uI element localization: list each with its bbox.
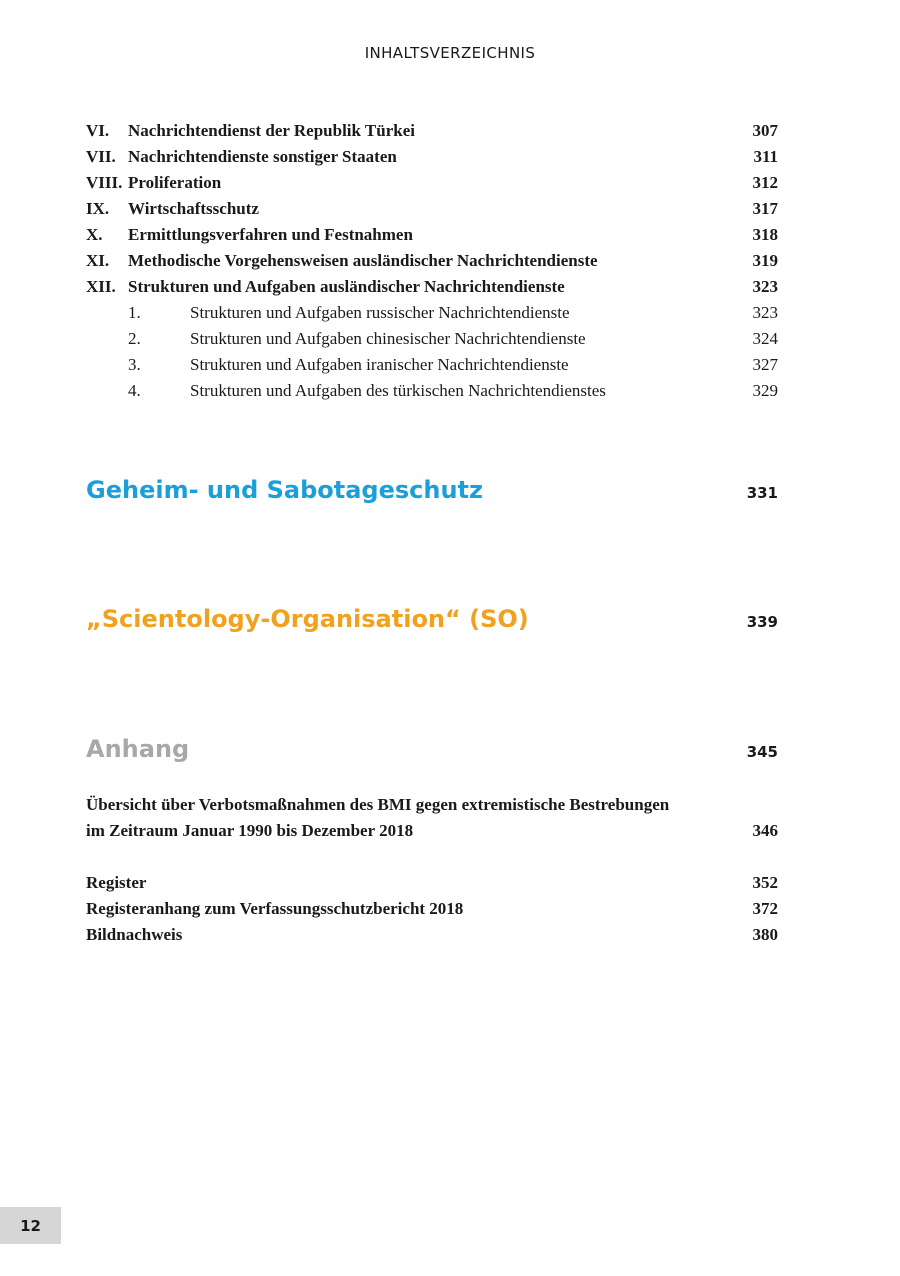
appendix-overview-line	[86, 818, 778, 844]
toc-entry-number: VII.	[86, 147, 116, 166]
page-number: 12	[20, 1216, 41, 1235]
section-title: „Scientology-Organisation“ (SO)	[86, 605, 529, 633]
toc-entry-title: Nachrichtendienst der Republik Türkei	[128, 121, 415, 140]
appendix-overview-title-line2: im Zeitraum Januar 1990 bis Dezember 2018	[86, 821, 414, 840]
appendix-list	[86, 870, 778, 948]
toc-entry-page: 312	[752, 173, 778, 192]
toc-subentry-page: 329	[752, 381, 778, 400]
toc-entry-number: VIII.	[86, 173, 123, 192]
toc-entry[interactable]	[86, 118, 778, 144]
running-header: INHALTSVERZEICHNIS	[364, 44, 536, 62]
toc-entry-title: Strukturen und Aufgaben ausländischer Nachrichtendienste	[128, 277, 565, 296]
toc-entry-number: IX.	[86, 199, 110, 218]
toc-entry-title: Ermittlungsverfahren und Festnahmen	[128, 225, 413, 244]
toc-entry[interactable]	[86, 196, 778, 222]
appendix-entry[interactable]	[86, 870, 778, 896]
toc-subentry-number: 1.	[128, 303, 141, 322]
section-page: 339	[746, 613, 778, 631]
appendix-entry[interactable]	[86, 922, 778, 948]
toc-subentry-page: 323	[752, 303, 778, 322]
appendix-entry-page: 372	[752, 899, 778, 918]
page-number-badge	[0, 1207, 61, 1244]
toc-subentry-title: Strukturen und Aufgaben des türkischen Nachrichtendienstes	[190, 381, 606, 400]
appendix-entry[interactable]	[86, 896, 778, 922]
toc-subentry-number: 2.	[128, 329, 141, 348]
toc-subentry-page: 327	[752, 355, 778, 374]
toc-subentry-page: 324	[752, 329, 778, 348]
toc-subentry-title: Strukturen und Aufgaben chinesischer Nachrichtendienste	[190, 329, 586, 348]
toc-subentry-title: Strukturen und Aufgaben russischer Nachrichtendienste	[190, 303, 570, 322]
toc-entry-title: Methodische Vorgehensweisen ausländischer Nachrichtendienste	[128, 251, 598, 270]
toc-subentry-number: 4.	[128, 381, 141, 400]
section-page: 345	[746, 743, 778, 761]
toc-subentry-number: 3.	[128, 355, 141, 374]
appendix-overview-page: 346	[752, 821, 778, 840]
toc-entry-title: Nachrichtendienste sonstiger Staaten	[128, 147, 397, 166]
toc-entry-number: VI.	[86, 121, 110, 140]
toc-entry-page: 307	[752, 121, 778, 140]
toc-subentry[interactable]	[86, 326, 778, 352]
appendix-entry-page: 352	[752, 873, 778, 892]
toc-list	[86, 118, 778, 404]
section-heading-scientology[interactable]	[86, 605, 778, 633]
appendix-overview-entry[interactable]	[86, 792, 778, 844]
toc-entry-page: 318	[752, 225, 778, 244]
toc-entry-number: XI.	[86, 251, 110, 270]
toc-subentry[interactable]	[86, 352, 778, 378]
toc-entry-number: XII.	[86, 277, 116, 296]
toc-entry-page: 317	[752, 199, 778, 218]
appendix-entry-title: Registeranhang zum Verfassungsschutzbericht 2018	[86, 899, 464, 918]
section-title: Geheim- und Sabotageschutz	[86, 476, 483, 504]
toc-entry-page: 323	[752, 277, 778, 296]
toc-entry-title: Proliferation	[128, 173, 222, 192]
toc-entry-number: X.	[86, 225, 103, 244]
appendix-overview-title-line1: Übersicht über Verbotsmaßnahmen des BMI gegen extremistische Bestrebungen	[86, 795, 670, 814]
section-title: Anhang	[86, 735, 190, 763]
toc-entry[interactable]	[86, 144, 778, 170]
toc-entry[interactable]	[86, 222, 778, 248]
appendix-entry-title: Register	[86, 873, 147, 892]
section-heading-anhang[interactable]	[86, 735, 778, 763]
appendix-entry-title: Bildnachweis	[86, 925, 183, 944]
toc-entry-title: Wirtschaftsschutz	[128, 199, 259, 218]
toc-subentry-title: Strukturen und Aufgaben iranischer Nachrichtendienste	[190, 355, 569, 374]
toc-subentry[interactable]	[86, 300, 778, 326]
toc-subentry[interactable]	[86, 378, 778, 404]
section-heading-geheimschutz[interactable]	[86, 476, 778, 504]
toc-entry[interactable]	[86, 248, 778, 274]
toc-entry[interactable]	[86, 274, 778, 300]
appendix-entry-page: 380	[752, 925, 778, 944]
appendix-overview-line	[86, 792, 778, 818]
toc-entry-page: 319	[752, 251, 778, 270]
toc-entry[interactable]	[86, 170, 778, 196]
toc-entry-page: 311	[753, 147, 778, 166]
section-page: 331	[746, 484, 778, 502]
